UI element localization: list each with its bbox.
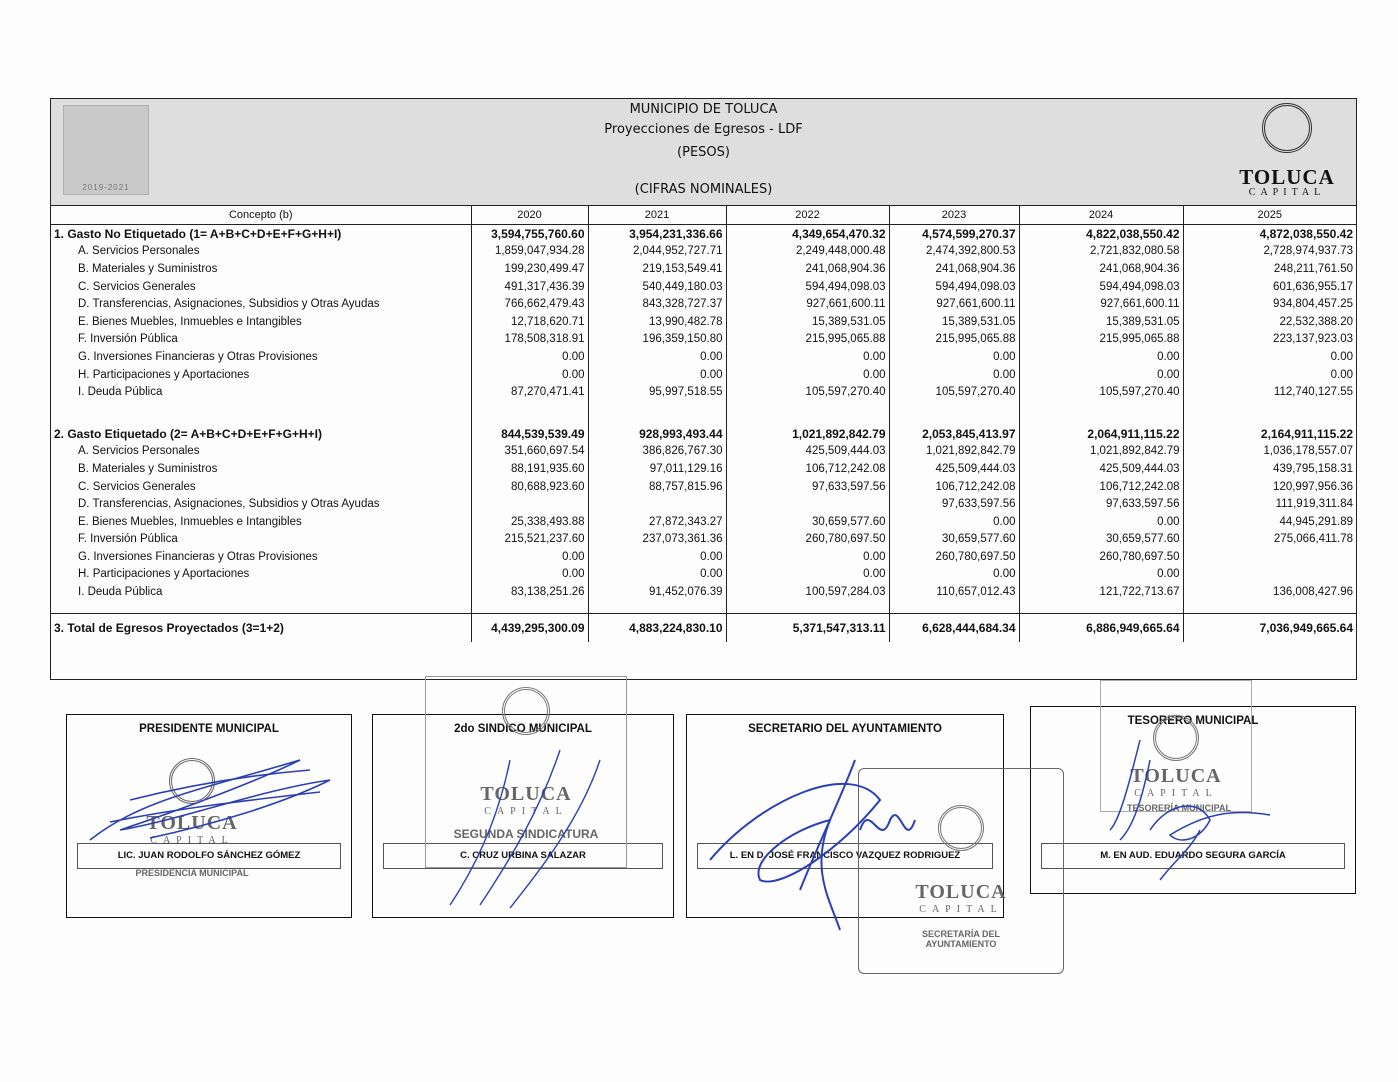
- column-header: 2024: [1019, 205, 1183, 225]
- amount-cell: 241,068,904.36: [726, 260, 889, 278]
- row-label: B. Materiales y Suministros: [51, 460, 471, 478]
- amount-cell: 594,494,098.03: [889, 278, 1019, 296]
- amount-cell: 22,532,388.20: [1279, 315, 1353, 328]
- table-row: [51, 531, 1356, 549]
- amount-cell: 199,230,499.47: [471, 260, 588, 278]
- amount-cell: 106,712,242.08: [726, 460, 889, 478]
- amount-cell: 1,036,178,557.07: [1263, 445, 1353, 458]
- seal-icon: [502, 687, 550, 735]
- column-header: Concepto (b): [51, 205, 471, 225]
- amount-cell: 0.00: [588, 348, 726, 366]
- table-row: [51, 295, 1356, 313]
- stamp-label: SECRETARÍA DEL AYUNTAMIENTO: [921, 929, 1000, 949]
- total-row: [51, 613, 1356, 642]
- table-row: [51, 548, 1356, 566]
- amount-cell: 106,712,242.08: [1019, 478, 1183, 496]
- amount-cell: 97,633,597.56: [726, 478, 889, 496]
- amount-cell: 110,657,012.43: [889, 583, 1019, 601]
- amount-cell: 2,044,952,727.71: [588, 243, 726, 261]
- amount-cell: 215,995,065.88: [726, 331, 889, 349]
- toluca-logo: [1232, 101, 1342, 201]
- amount-cell: 0.00: [471, 566, 588, 584]
- amount-cell: 97,633,597.56: [889, 495, 1019, 513]
- row-label: G. Inversiones Financieras y Otras Provisiones: [51, 548, 471, 566]
- table-row: [51, 243, 1356, 261]
- signature-title: SECRETARIO DEL AYUNTAMIENTO: [748, 723, 942, 735]
- amount-cell: 2,164,911,115.22: [1260, 426, 1353, 441]
- stamp-presidencia: [112, 730, 272, 890]
- amount-cell: 260,780,697.50: [726, 531, 889, 549]
- amount-cell: 3,594,755,760.60: [471, 225, 588, 243]
- row-label: D. Transferencias, Asignaciones, Subsidios y Otras Ayudas: [51, 495, 471, 513]
- amount-cell: 105,597,270.40: [889, 383, 1019, 401]
- amount-cell: 4,349,654,470.32: [726, 225, 889, 243]
- amount-cell: 30,659,577.60: [889, 531, 1019, 549]
- expenditure-table: [51, 205, 1356, 642]
- amount-cell: 13,990,482.78: [588, 313, 726, 331]
- stamp-tesoreria: [1100, 680, 1252, 812]
- spacer-row: [51, 601, 1356, 614]
- currency-note: (PESOS): [677, 145, 730, 160]
- amount-cell: 0.00: [471, 548, 588, 566]
- stamp-name: TOLUCA: [1130, 765, 1222, 787]
- amount-cell: 0.00: [1019, 566, 1183, 584]
- amount-cell: 100,597,284.03: [726, 583, 889, 601]
- table-row: [51, 348, 1356, 366]
- amount-cell: 105,597,270.40: [726, 383, 889, 401]
- amount-cell: 594,494,098.03: [726, 278, 889, 296]
- amount-cell: 0.00: [588, 566, 726, 584]
- budget-sheet: [50, 98, 1357, 680]
- category-row: [51, 225, 1356, 243]
- amount-cell: 425,509,444.03: [889, 460, 1019, 478]
- amount-cell: 178,508,318.91: [471, 331, 588, 349]
- amount-cell: 30,659,577.60: [1019, 531, 1183, 549]
- seal-icon: [169, 758, 215, 804]
- table-row: [51, 278, 1356, 296]
- amount-cell: 88,191,935.60: [471, 460, 588, 478]
- amount-cell: 1,021,892,842.79: [1019, 443, 1183, 461]
- table-row: [51, 366, 1356, 384]
- stamp-name: TOLUCA: [146, 812, 238, 834]
- amount-cell: [726, 495, 889, 513]
- amount-cell: 927,661,600.11: [1019, 295, 1183, 313]
- column-header: 2021: [588, 205, 726, 225]
- amount-cell: 91,452,076.39: [588, 583, 726, 601]
- amount-cell: 0.00: [1019, 513, 1183, 531]
- table-row: [51, 460, 1356, 478]
- figures-note: (CIFRAS NOMINALES): [634, 182, 773, 197]
- signature-title: 2do SINDICO MUNICIPAL: [454, 723, 592, 735]
- spacer-row: [51, 401, 1356, 413]
- amount-cell: 15,389,531.05: [889, 313, 1019, 331]
- stamp-sub: CAPITAL: [1134, 788, 1218, 799]
- seal-icon: [1262, 103, 1312, 153]
- amount-cell: 0.00: [1019, 366, 1183, 384]
- amount-cell: 219,153,549.41: [588, 260, 726, 278]
- amount-cell: 2,064,911,115.22: [1019, 425, 1183, 443]
- amount-cell: 241,068,904.36: [889, 260, 1019, 278]
- amount-cell: 0.00: [588, 366, 726, 384]
- stamp-label: PRESIDENCIA MUNICIPAL: [135, 868, 249, 878]
- signature-title: TESORERO MUNICIPAL: [1127, 715, 1259, 727]
- amount-cell: 351,660,697.54: [471, 443, 588, 461]
- logo-sub: CAPITAL: [1248, 187, 1326, 198]
- amount-cell: 4,439,295,300.09: [471, 613, 588, 642]
- amount-cell: 12,718,620.71: [471, 313, 588, 331]
- amount-cell: 27,872,343.27: [588, 513, 726, 531]
- stamp-sindicatura: [425, 676, 627, 868]
- amount-cell: 2,474,392,800.53: [889, 243, 1019, 261]
- amount-cell: 0.00: [726, 566, 889, 584]
- municipality-title: MUNICIPIO DE TOLUCA: [629, 102, 778, 117]
- row-label: B. Materiales y Suministros: [51, 260, 471, 278]
- amount-cell: 260,780,697.50: [1019, 548, 1183, 566]
- crest-years: 2019-2021: [82, 183, 130, 192]
- amount-cell: [1183, 548, 1356, 566]
- stamp-label: TESORERÍA MUNICIPAL: [1126, 803, 1231, 813]
- amount-cell: 386,826,767.30: [588, 443, 726, 461]
- row-label: F. Inversión Pública: [51, 331, 471, 349]
- amount-cell: 196,359,150.80: [588, 331, 726, 349]
- amount-cell: 927,661,600.11: [726, 295, 889, 313]
- row-label: H. Participaciones y Aportaciones: [51, 366, 471, 384]
- stamp-sub: CAPITAL: [150, 835, 234, 846]
- amount-cell: 120,997,956.36: [1273, 480, 1353, 493]
- row-label: C. Servicios Generales: [51, 478, 471, 496]
- amount-cell: 4,883,224,830.10: [588, 613, 726, 642]
- amount-cell: 7,036,949,665.64: [1183, 613, 1356, 642]
- amount-cell: 6,886,949,665.64: [1019, 613, 1183, 642]
- row-label: H. Participaciones y Aportaciones: [51, 566, 471, 584]
- amount-cell: 0.00: [471, 366, 588, 384]
- stamp-name: TOLUCA: [915, 881, 1007, 903]
- amount-cell: 223,137,923.03: [1273, 333, 1353, 346]
- amount-cell: 4,872,038,550.42: [1259, 226, 1353, 241]
- amount-cell: 2,721,832,080.58: [1019, 243, 1183, 261]
- amount-cell: 136,008,427.96: [1273, 586, 1353, 599]
- row-label: G. Inversiones Financieras y Otras Provisiones: [51, 348, 471, 366]
- amount-cell: 88,757,815.96: [588, 478, 726, 496]
- amount-cell: 112,740,127.55: [1273, 386, 1353, 399]
- amount-cell: 215,995,065.88: [889, 331, 1019, 349]
- row-label: I. Deuda Pública: [51, 383, 471, 401]
- row-label: 3. Total de Egresos Proyectados (3=1+2): [51, 613, 471, 642]
- row-label: F. Inversión Pública: [51, 531, 471, 549]
- row-label: 2. Gasto Etiquetado (2= A+B+C+D+E+F+G+H+I): [51, 425, 471, 443]
- seal-icon: [1153, 715, 1199, 761]
- report-title: Proyecciones de Egresos - LDF: [604, 122, 803, 137]
- amount-cell: 844,539,539.49: [471, 425, 588, 443]
- amount-cell: 44,945,291.89: [1279, 515, 1353, 528]
- amount-cell: 105,597,270.40: [1019, 383, 1183, 401]
- amount-cell: 1,021,892,842.79: [889, 443, 1019, 461]
- amount-cell: 0.00: [726, 348, 889, 366]
- amount-cell: 248,211,761.50: [1273, 262, 1353, 275]
- amount-cell: 2,053,845,413.97: [889, 425, 1019, 443]
- amount-cell: 934,804,457.25: [1273, 298, 1353, 311]
- column-header: 2025: [1183, 205, 1356, 225]
- row-label: E. Bienes Muebles, Inmuebles e Intangibles: [51, 313, 471, 331]
- signature-name: M. EN AUD. EDUARDO SEGURA GARCÍA: [1041, 843, 1345, 869]
- amount-cell: 111,919,311.84: [1275, 498, 1353, 511]
- amount-cell: 0.00: [1019, 348, 1183, 366]
- stamp-secretaria: [858, 768, 1064, 974]
- amount-cell: 25,338,493.88: [471, 513, 588, 531]
- amount-cell: 766,662,479.43: [471, 295, 588, 313]
- stamp-sub: CAPITAL: [484, 806, 568, 817]
- amount-cell: 15,389,531.05: [726, 313, 889, 331]
- row-label: I. Deuda Pública: [51, 583, 471, 601]
- amount-cell: 0.00: [471, 348, 588, 366]
- column-header: 2022: [726, 205, 889, 225]
- spacer-row: [51, 413, 1356, 425]
- table-header-row: [51, 205, 1356, 225]
- amount-cell: 97,011,129.16: [588, 460, 726, 478]
- amount-cell: 0.00: [889, 513, 1019, 531]
- amount-cell: 0.00: [889, 566, 1019, 584]
- amount-cell: 215,995,065.88: [1019, 331, 1183, 349]
- signature-name: LIC. JUAN RODOLFO SÁNCHEZ GÓMEZ: [77, 843, 341, 869]
- table-row: [51, 566, 1356, 584]
- amount-cell: 0.00: [726, 548, 889, 566]
- amount-cell: 0.00: [726, 366, 889, 384]
- amount-cell: 97,633,597.56: [1019, 495, 1183, 513]
- amount-cell: 425,509,444.03: [726, 443, 889, 461]
- category-row: [51, 425, 1356, 443]
- column-header: 2020: [471, 205, 588, 225]
- signature-name: C. CRUZ URBINA SALAZAR: [383, 843, 663, 869]
- amount-cell: 215,521,237.60: [471, 531, 588, 549]
- amount-cell: 928,993,493.44: [588, 425, 726, 443]
- amount-cell: 0.00: [588, 548, 726, 566]
- table-row: [51, 583, 1356, 601]
- table-row: [51, 513, 1356, 531]
- table-row: [51, 495, 1356, 513]
- logo-name: TOLUCA: [1239, 165, 1335, 189]
- stamp-label: SEGUNDA SINDICATURA: [453, 827, 599, 841]
- table-row: [51, 478, 1356, 496]
- amount-cell: 87,270,471.41: [471, 383, 588, 401]
- stamp-sub: CAPITAL: [919, 904, 1003, 915]
- table-row: [51, 331, 1356, 349]
- amount-cell: 106,712,242.08: [889, 478, 1019, 496]
- amount-cell: 5,371,547,313.11: [726, 613, 889, 642]
- amount-cell: 0.00: [889, 348, 1019, 366]
- amount-cell: [471, 495, 588, 513]
- amount-cell: 601,636,955.17: [1273, 280, 1353, 293]
- row-label: 1. Gasto No Etiquetado (1= A+B+C+D+E+F+G+H+I): [51, 225, 471, 243]
- amount-cell: 83,138,251.26: [471, 583, 588, 601]
- row-label: C. Servicios Generales: [51, 278, 471, 296]
- amount-cell: 425,509,444.03: [1019, 460, 1183, 478]
- amount-cell: 2,728,974,937.73: [1263, 245, 1353, 258]
- amount-cell: 927,661,600.11: [889, 295, 1019, 313]
- amount-cell: 95,997,518.55: [588, 383, 726, 401]
- table-row: [51, 260, 1356, 278]
- table-row: [51, 313, 1356, 331]
- amount-cell: 260,780,697.50: [889, 548, 1019, 566]
- row-label: A. Servicios Personales: [51, 443, 471, 461]
- amount-cell: 0.00: [1330, 350, 1353, 363]
- row-label: D. Transferencias, Asignaciones, Subsidios y Otras Ayudas: [51, 295, 471, 313]
- amount-cell: 241,068,904.36: [1019, 260, 1183, 278]
- amount-cell: [1183, 566, 1356, 584]
- column-header: 2023: [889, 205, 1019, 225]
- row-label: E. Bienes Muebles, Inmuebles e Intangibles: [51, 513, 471, 531]
- amount-cell: 0.00: [1330, 368, 1353, 381]
- signature-name: L. EN D. JOSÉ FRANCISCO VAZQUEZ RODRIGUEZ: [697, 843, 993, 869]
- amount-cell: 121,722,713.67: [1019, 583, 1183, 601]
- sheet-header: [51, 99, 1356, 206]
- amount-cell: 3,954,231,336.66: [588, 225, 726, 243]
- amount-cell: 439,795,158.31: [1273, 462, 1353, 475]
- stamp-name: TOLUCA: [480, 783, 572, 805]
- amount-cell: 0.00: [889, 366, 1019, 384]
- amount-cell: 4,822,038,550.42: [1019, 225, 1183, 243]
- amount-cell: 491,317,436.39: [471, 278, 588, 296]
- amount-cell: 594,494,098.03: [1019, 278, 1183, 296]
- amount-cell: 237,073,361.36: [588, 531, 726, 549]
- amount-cell: 1,021,892,842.79: [726, 425, 889, 443]
- amount-cell: 540,449,180.03: [588, 278, 726, 296]
- amount-cell: 15,389,531.05: [1019, 313, 1183, 331]
- amount-cell: [588, 495, 726, 513]
- amount-cell: 1,859,047,934.28: [471, 243, 588, 261]
- table-row: [51, 383, 1356, 401]
- amount-cell: 4,574,599,270.37: [889, 225, 1019, 243]
- amount-cell: 6,628,444,684.34: [889, 613, 1019, 642]
- amount-cell: 2,249,448,000.48: [726, 243, 889, 261]
- table-row: [51, 443, 1356, 461]
- signature-title: PRESIDENTE MUNICIPAL: [139, 723, 279, 735]
- seal-icon: [938, 805, 984, 851]
- amount-cell: 30,659,577.60: [726, 513, 889, 531]
- row-label: A. Servicios Personales: [51, 243, 471, 261]
- amount-cell: 80,688,923.60: [471, 478, 588, 496]
- amount-cell: 275,066,411.78: [1273, 533, 1353, 546]
- amount-cell: 843,328,727.37: [588, 295, 726, 313]
